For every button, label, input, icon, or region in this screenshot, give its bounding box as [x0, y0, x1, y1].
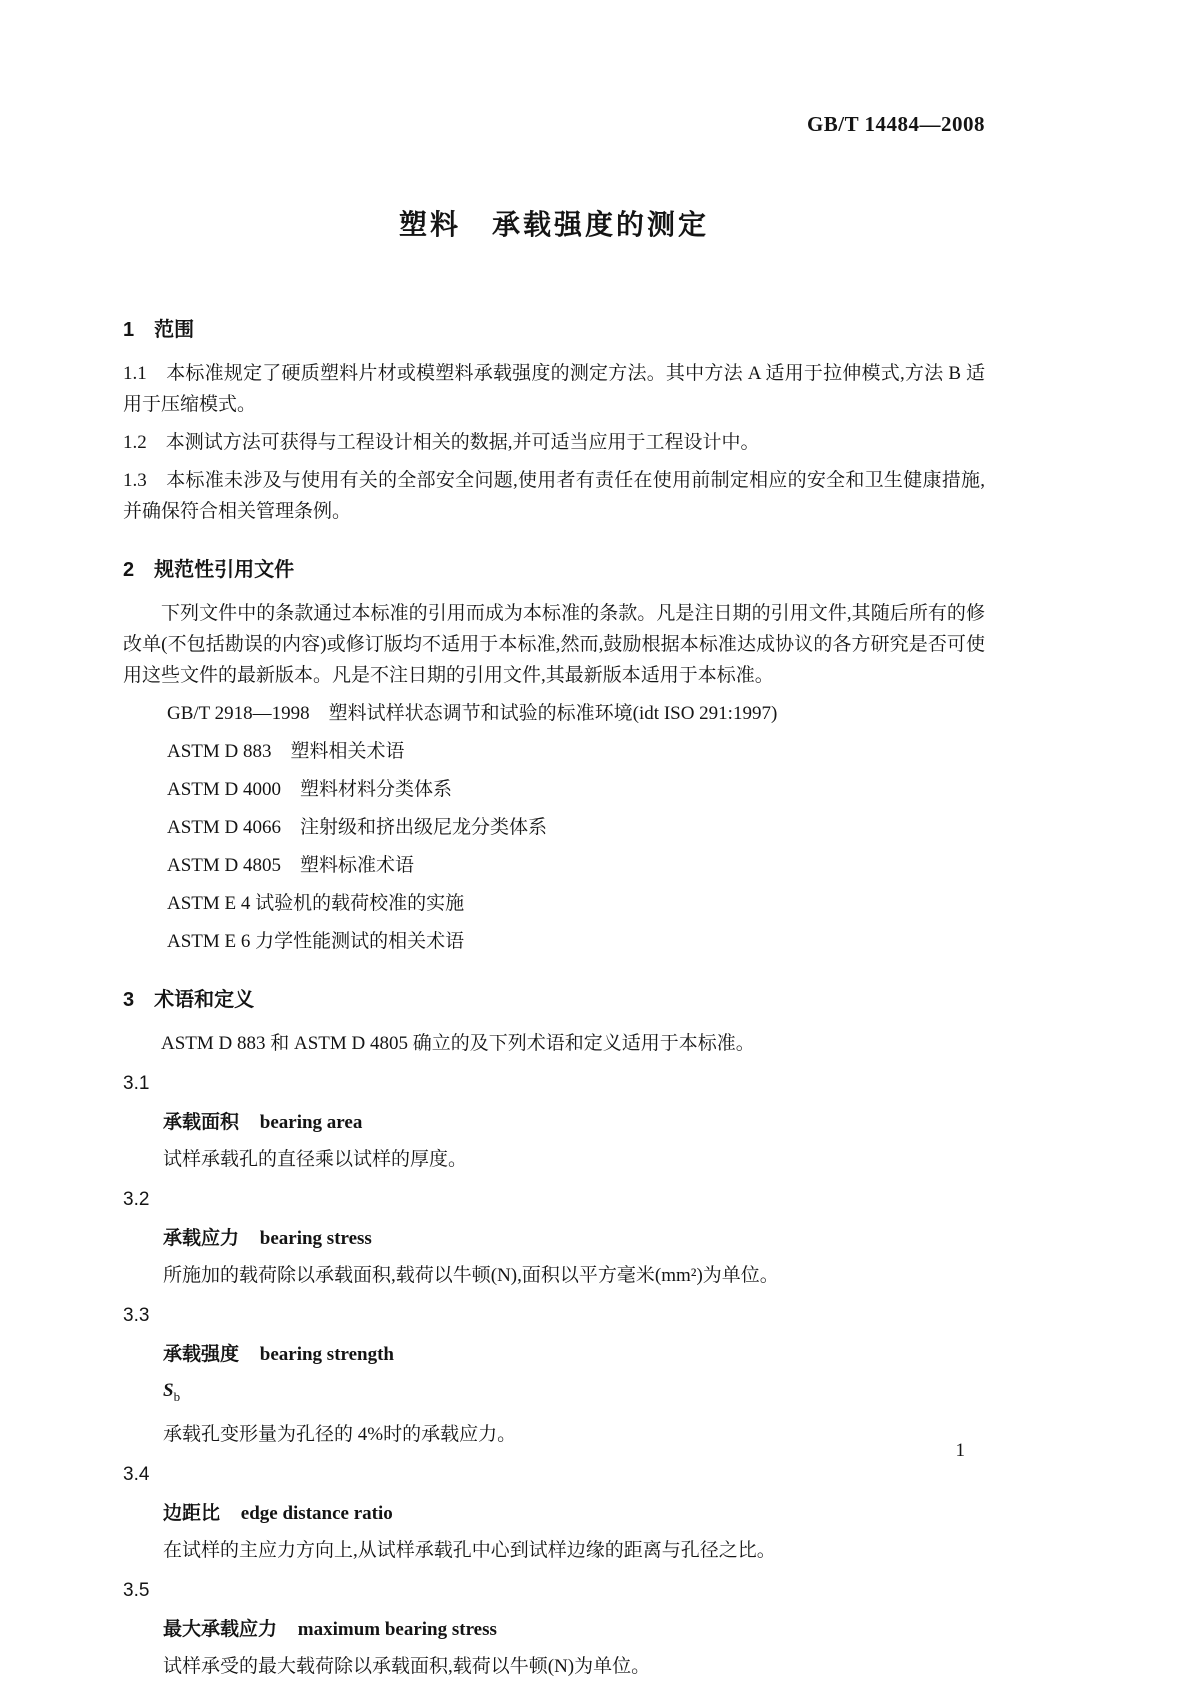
term-definition: 所施加的载荷除以承载面积,载荷以牛顿(N),面积以平方毫米(mm²)为单位。: [163, 1265, 779, 1286]
term-title: [123, 1224, 985, 1254]
term-3-2: [123, 1185, 985, 1291]
symbol-S: S: [163, 1380, 174, 1401]
term-title-en: maximum bearing stress: [297, 1618, 497, 1640]
term-3-5: [123, 1576, 985, 1682]
reference-item-astm-d883: ASTM D 883 塑料相关术语: [167, 741, 405, 762]
standard-number: GB/T 14484—2008: [806, 112, 985, 136]
term-definition: 试样承载孔的直径乘以试样的厚度。: [163, 1149, 468, 1170]
term-symbol: [123, 1377, 985, 1411]
term-title: [123, 1340, 985, 1370]
document-title: 塑料 承载强度的测定: [398, 209, 709, 240]
term-3-1: [123, 1069, 985, 1175]
term-definition: 承载孔变形量为孔径的 4%时的承载应力。: [163, 1423, 517, 1445]
term-number: 3.4: [123, 1463, 150, 1485]
symbol-subscript-b: b: [173, 1388, 181, 1404]
term-3-4: [123, 1460, 985, 1566]
term-title-cn: 承载面积: [163, 1112, 240, 1133]
term-title-cn: 边距比: [163, 1502, 221, 1524]
term-number: 3.5: [123, 1579, 150, 1601]
clause-1-2: 1.2 本测试方法可获得与工程设计相关的数据,并可适当应用于工程设计中。: [123, 432, 760, 453]
section-2-heading: 2 规范性引用文件: [123, 559, 295, 581]
term-title: [123, 1108, 985, 1138]
reference-item-astm-e6: ASTM E 6 力学性能测试的相关术语: [167, 931, 465, 952]
section-3-intro: ASTM D 883 和 ASTM D 4805 确立的及下列术语和定义适用于本标准。: [161, 1033, 755, 1054]
reference-item-gbt-2918: GB/T 2918—1998 塑料试样状态调节和试验的标准环境(idt ISO 291:1997): [167, 703, 778, 724]
term-title-cn: 承载强度: [163, 1344, 240, 1365]
term-definition: 试样承受的最大载荷除以承载面积,载荷以牛顿(N)为单位。: [163, 1655, 651, 1677]
reference-item-astm-d4000: ASTM D 4000 塑料材料分类体系: [167, 779, 453, 800]
page-number: 1: [955, 1440, 965, 1461]
reference-item-astm-e4: ASTM E 4 试验机的载荷校准的实施: [167, 893, 465, 914]
term-number: 3.1: [123, 1073, 150, 1094]
reference-item-astm-d4805: ASTM D 4805 塑料标准术语: [167, 855, 415, 876]
reference-item-astm-d4066: ASTM D 4066 注射级和挤出级尼龙分类体系: [167, 817, 548, 838]
term-definition: 在试样的主应力方向上,从试样承载孔中心到试样边缘的距离与孔径之比。: [163, 1539, 776, 1561]
term-title-cn: 承载应力: [163, 1228, 240, 1249]
section-2-intro: 下列文件中的条款通过本标准的引用而成为本标准的条款。凡是注日期的引用文件,其随后所有的修改单(不包括勘误的内容)或修订版均不适用于本标准,然而,鼓励根据本标准达成协议的各方研究是否可使用这些文件的最新版本。凡是不注日期的引用文件,其最新版本适用于本标准。: [123, 603, 985, 686]
term-number: 3.3: [123, 1305, 150, 1326]
term-title-en: bearing strength: [259, 1344, 394, 1365]
term-title-cn: 最大承载应力: [163, 1618, 278, 1640]
clause-1-3: 1.3 本标准未涉及与使用有关的全部安全问题,使用者有责任在使用前制定相应的安全和卫生健康措施,并确保符合相关管理条例。: [123, 470, 985, 522]
section-3-heading: 3 术语和定义: [123, 989, 255, 1011]
term-title-en: edge distance ratio: [240, 1502, 393, 1524]
term-title-en: bearing area: [259, 1112, 363, 1133]
term-title: [123, 1615, 985, 1645]
clause-1-1: 1.1 本标准规定了硬质塑料片材或模塑料承载强度的测定方法。其中方法 A 适用于拉伸模式,方法 B 适用于压缩模式。: [123, 363, 985, 415]
term-number: 3.2: [123, 1189, 150, 1210]
term-title: [123, 1499, 985, 1529]
term-3-3: [123, 1301, 985, 1450]
section-1-heading: 1 范围: [123, 319, 195, 341]
term-title-en: bearing stress: [259, 1228, 372, 1249]
